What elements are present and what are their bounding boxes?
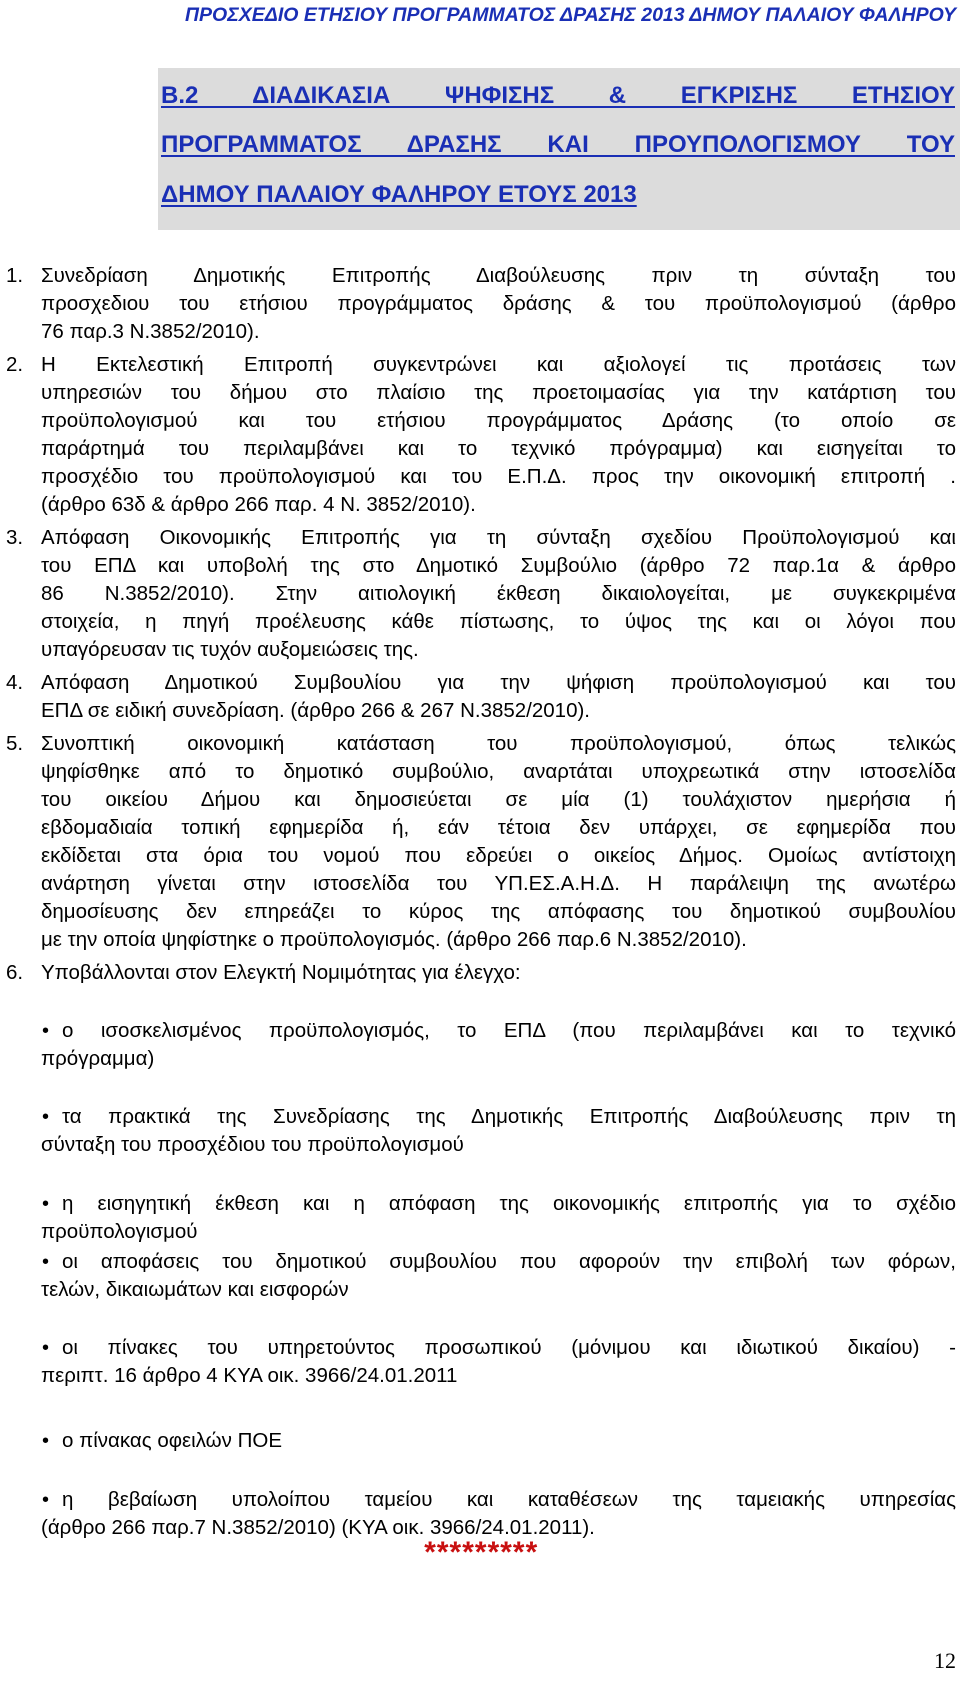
bullet-3-line-2: προϋπολογισμού <box>41 1220 198 1243</box>
item-2-line-4: παράρτημά του περιλαμβάνει και το τεχνικό πρόγραμμα) και εισηγείται το <box>41 437 956 460</box>
bullet-1-line-2: πρόγραμμα) <box>41 1047 155 1070</box>
item-1-line-2: προσχεδιου του ετήσιου προγράμματος δράσης & του προϋπολογισμού (άρθρο <box>41 292 956 315</box>
item-5-line-5: εκδίδεται στα όρια του νομού που εδρεύει ο οικείος Δήμος. Ομοίως αντίστοιχη <box>41 844 956 867</box>
item-2-line-5: προσχέδιο του προϋπολογισμού και του Ε.Π.Δ. προς την οικονομική επιτροπή . <box>41 465 956 488</box>
item-1-line-3: 76 παρ.3 Ν.3852/2010). <box>41 320 260 343</box>
page-number: 12 <box>934 1648 956 1673</box>
bullet-marker: • <box>42 1251 50 1273</box>
running-header: ΠΡΟΣΧΕΔΙΟ ΕΤΗΣΙΟΥ ΠΡΟΓΡΑΜΜΑΤΟΣ ΔΡΑΣΗΣ 2013 ΔΗΜΟΥ ΠΑΛΑΙΟΥ ΦΑΛΗΡΟΥ <box>185 4 956 26</box>
bullet-marker: • <box>42 1193 50 1215</box>
bullet-4-line-1: οι αποφάσεις του δημοτικού συμβουλίου που αφορούν την επιβολή των φόρων, <box>62 1250 956 1273</box>
item-5-line-6: ανάρτηση γίνεται στην ιστοσελίδα του ΥΠ.ΕΣ.Α.Η.Δ. Η παράλειψη της ανωτέρω <box>41 872 956 895</box>
section-title-line-2: ΠΡΟΓΡΑΜΜΑΤΟΣ ΔΡΑΣΗΣ ΚΑΙ ΠΡΟΥΠΟΛΟΓΙΣΜΟΥ ΤΟΥ <box>161 131 955 158</box>
item-1-line-1: Συνεδρίαση Δημοτικής Επιτροπής Διαβούλευσης πριν τη σύνταξη του <box>41 264 956 287</box>
item-5-line-3: του οικείου Δήμου και δημοσιεύεται σε μία (1) τουλάχιστον ημερήσια ή <box>41 788 956 811</box>
bullet-marker: • <box>42 1106 50 1128</box>
section-title-line-3: ΔΗΜΟΥ ΠΑΛΑΙΟΥ ΦΑΛΗΡΟΥ ΕΤΟΥΣ 2013 <box>161 181 637 208</box>
bullet-7-line-2: (άρθρο 266 παρ.7 Ν.3852/2010) (ΚΥΑ οικ. 3966/24.01.2011). <box>41 1516 595 1539</box>
item-5-line-1: Συνοπτική οικονομική κατάσταση του προϋπολογισμού, όπως τελικώς <box>41 732 956 755</box>
item-number: 2. <box>6 353 24 376</box>
item-number: 6. <box>6 961 24 984</box>
item-2-line-2: υπηρεσιών του δήμου στο πλαίσιο της προετοιμασίας για την κατάρτιση του <box>41 381 956 404</box>
bullet-2-line-2: σύνταξη του προσχέδιου του προϋπολογισμού <box>41 1133 464 1156</box>
item-5-line-7: δημοσίευσης δεν επηρεάζει το κύρος της απόφασης του δημοτικού συμβουλίου <box>41 900 956 923</box>
bullet-4-line-2: τελών, δικαιωμάτων και εισφορών <box>41 1278 349 1301</box>
section-end-marker: ********* <box>422 1536 538 1569</box>
item-number: 3. <box>6 526 24 549</box>
bullet-5-line-1: οι πίνακες του υπηρετούντος προσωπικού (μόνιμου και ιδιωτικού δικαίου) - <box>62 1336 956 1359</box>
item-3-line-3: 86 Ν.3852/2010). Στην αιτιολογική έκθεση δικαιολογείται, με συγκεκριμένα <box>41 582 956 605</box>
item-number: 4. <box>6 671 24 694</box>
item-number: 1. <box>6 264 24 287</box>
bullet-1-line-1: ο ισοσκελισμένος προϋπολογισμός, το ΕΠΔ (που περιλαμβάνει και το τεχνικό <box>62 1019 956 1042</box>
section-title-line-1: Β.2 ΔΙΑΔΙΚΑΣΙΑ ΨΗΦΙΣΗΣ & ΕΓΚΡΙΣΗΣ ΕΤΗΣΙΟΥ <box>161 82 955 109</box>
bullet-marker: • <box>42 1489 50 1511</box>
item-4-line-1: Απόφαση Δημοτικού Συμβουλίου για την ψήφιση προϋπολογισμού και του <box>41 671 956 694</box>
bullet-6-line-1: ο πίνακας οφειλών ΠΟΕ <box>62 1429 283 1452</box>
bullet-marker: • <box>42 1020 50 1042</box>
item-5-line-4: εβδομαδιαία τοπική εφημερίδα ή, εάν τέτοια δεν υπάρχει, σε εφημερίδα που <box>41 816 956 839</box>
item-6-line-1: Υποβάλλονται στον Ελεγκτή Νομιμότητας για έλεγχο: <box>41 961 521 984</box>
item-2-line-1: Η Εκτελεστική Επιτροπή συγκεντρώνει και αξιολογεί τις προτάσεις των <box>41 353 956 376</box>
bullet-3-line-1: η εισηγητική έκθεση και η απόφαση της οικονομικής επιτροπής για το σχέδιο <box>62 1192 956 1215</box>
item-3-line-2: του ΕΠΔ και υποβολή της στο Δημοτικό Συμβούλιο (άρθρο 72 παρ.1α & άρθρο <box>41 554 956 577</box>
item-3-line-1: Απόφαση Οικονομικής Επιτροπής για τη σύνταξη σχεδίου Προϋπολογισμού και <box>41 526 956 549</box>
item-2-line-3: προϋπολογισμού και του ετήσιου προγράμματος Δράσης (το οποίο σε <box>41 409 956 432</box>
bullet-2-line-1: τα πρακτικά της Συνεδρίασης της Δημοτικής Επιτροπής Διαβούλευσης πριν τη <box>62 1105 956 1128</box>
bullet-marker: • <box>42 1337 50 1359</box>
bullet-5-line-2: περιπτ. 16 άρθρο 4 ΚΥΑ οικ. 3966/24.01.2011 <box>41 1364 458 1387</box>
bullet-marker: • <box>42 1430 50 1452</box>
item-2-line-6: (άρθρο 63δ & άρθρο 266 παρ. 4 Ν. 3852/2010). <box>41 493 476 516</box>
item-5-line-8: με την οποία ψηφίστηκε ο προϋπολογισμός. (άρθρο 266 παρ.6 Ν.3852/2010). <box>41 928 747 951</box>
item-3-line-4: στοιχεία, η πηγή προέλευσης κάθε πίστωσης, το ύψος της και οι λόγοι που <box>41 610 956 633</box>
item-4-line-2: ΕΠΔ σε ειδική συνεδρίαση. (άρθρο 266 & 267 Ν.3852/2010). <box>41 699 590 722</box>
item-3-line-5: υπαγόρευσαν τις τυχόν αυξομειώσεις της. <box>41 638 419 661</box>
bullet-7-line-1: η βεβαίωση υπολοίπου ταμείου και καταθέσεων της ταμειακής υπηρεσίας <box>62 1488 956 1511</box>
item-number: 5. <box>6 732 24 755</box>
item-5-line-2: ψηφίσθηκε από το δημοτικό συμβούλιο, αναρτάται υποχρεωτικά στην ιστοσελίδα <box>41 760 956 783</box>
